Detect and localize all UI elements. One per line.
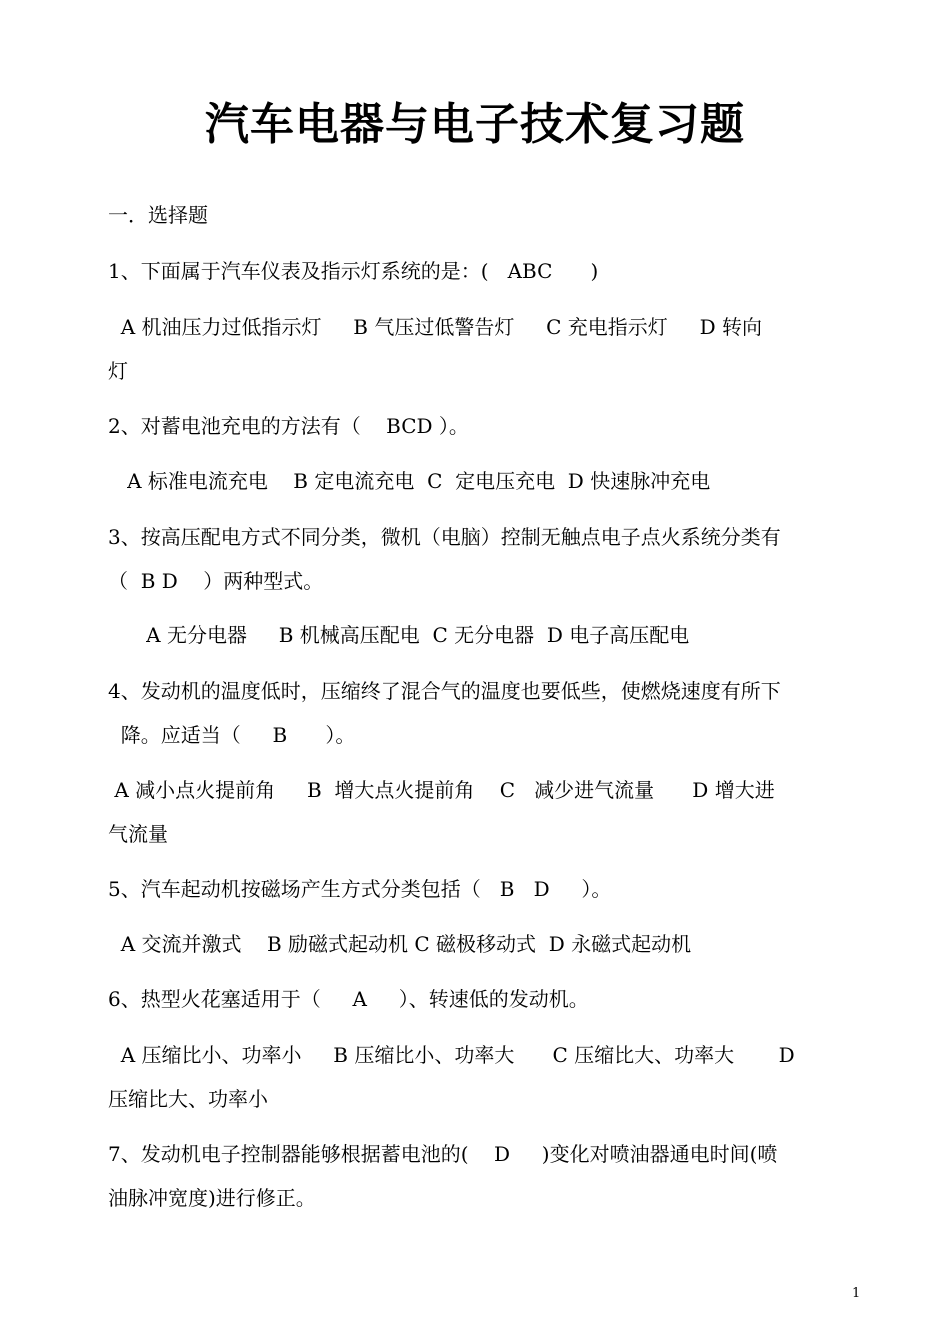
question-2-options: A 标准电流充电 B 定电流充电 C 定电压充电 D 快速脉冲充电 — [108, 469, 711, 493]
question-3-options: A 无分电器 B 机械高压配电 C 无分电器 D 电子高压配电 — [108, 623, 690, 647]
question-5-options: A 交流并激式 B 励磁式起动机 C 磁极移动式 D 永磁式起动机 — [108, 932, 692, 956]
question-6-options-cont: 压缩比大、功率小 — [108, 1087, 268, 1111]
question-1-options-cont: 灯 — [108, 359, 128, 383]
question-3-cont: （ B D ）两种型式。 — [108, 569, 324, 593]
question-7: 7、发动机电子控制器能够根据蓄电池的( D )变化对喷油器通电时间(喷 — [108, 1142, 778, 1166]
question-4-cont: 降。应适当（ B ）。 — [108, 723, 356, 747]
question-3: 3、按高压配电方式不同分类，微机（电脑）控制无触点电子点火系统分类有 — [108, 525, 781, 549]
question-4-options-cont: 气流量 — [108, 822, 168, 846]
page-number: 1 — [852, 1286, 861, 1301]
question-1: 1、下面属于汽车仪表及指示灯系统的是：( ABC ) — [108, 259, 599, 283]
question-7-cont: 油脉冲宽度)进行修正。 — [108, 1186, 316, 1210]
question-1-options: A 机油压力过低指示灯 B 气压过低警告灯 C 充电指示灯 D 转向 — [108, 315, 762, 339]
question-4-options: A 减小点火提前角 B 增大点火提前角 C 减少进气流量 D 增大进 — [108, 778, 775, 802]
question-5: 5、汽车起动机按磁场产生方式分类包括（ B D ）。 — [108, 877, 612, 901]
question-4: 4、发动机的温度低时，压缩终了混合气的温度也要低些，使燃烧速度有所下 — [108, 679, 781, 703]
question-6-options: A 压缩比小、功率小 B 压缩比小、功率大 C 压缩比大、功率大 D — [108, 1043, 795, 1067]
question-2: 2、对蓄电池充电的方法有（ BCD ）。 — [108, 414, 469, 438]
document-title: 汽车电器与电子技术复习题 — [205, 99, 745, 150]
question-6: 6、热型火花塞适用于（ A ）、转速低的发动机。 — [108, 987, 589, 1011]
section-heading: 一．选择题 — [108, 203, 208, 227]
